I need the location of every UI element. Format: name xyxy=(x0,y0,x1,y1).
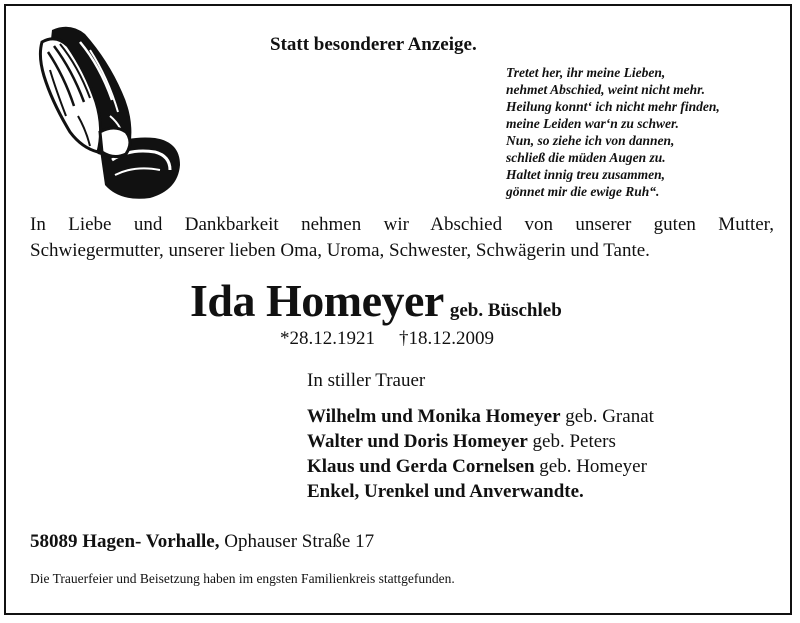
deceased-name: Ida Homeyer xyxy=(190,275,444,326)
intro-line: Schwiegermutter, unserer lieben Oma, Uroma, Schwester, Schwägerin und Tante. xyxy=(30,240,650,261)
poem-line: Haltet innig treu zusammen, xyxy=(506,167,666,182)
mourner-row xyxy=(307,404,654,429)
mourner-row xyxy=(307,429,654,454)
address xyxy=(30,531,374,553)
mourner-row xyxy=(307,454,654,479)
poem-line: Tretet her, ihr meine Lieben, xyxy=(506,65,666,80)
footer-note: Die Trauerfeier und Beisetzung haben im engsten Familienkreis stattgefunden. xyxy=(30,571,455,586)
poem xyxy=(506,64,720,200)
poem-line: nehmet Abschied, weint nicht mehr. xyxy=(506,82,706,97)
mourner-maiden-name: geb. Peters xyxy=(532,431,616,452)
address-city: 58089 Hagen- Vorhalle, xyxy=(30,531,220,552)
intro-text xyxy=(30,212,774,264)
death-date: †18.12.2009 xyxy=(399,328,494,349)
life-dates xyxy=(280,328,494,350)
mourner-names: Walter und Doris Homeyer xyxy=(307,431,528,452)
poem-line: Heilung konnt‘ ich nicht mehr finden, xyxy=(506,99,720,114)
mourning-label: In stiller Trauer xyxy=(307,370,426,391)
mourners-list xyxy=(307,404,654,504)
mourner-maiden-name: geb. Granat xyxy=(565,406,654,427)
address-street: Ophauser Straße 17 xyxy=(224,531,375,552)
poem-line: gönnet mir die ewige Ruh“. xyxy=(506,184,660,199)
praying-hands-icon xyxy=(30,20,185,205)
poem-line: Nun, so ziehe ich von dannen, xyxy=(506,133,675,148)
deceased-name-row xyxy=(190,274,562,327)
mourner-names: Enkel, Urenkel und Anverwandte. xyxy=(307,481,584,502)
poem-line: meine Leiden war‘n zu schwer. xyxy=(506,116,679,131)
mourner-names: Klaus und Gerda Cornelsen xyxy=(307,456,535,477)
intro-line: In Liebe und Dankbarkeit nehmen wir Abschied von unserer guten Mutter, xyxy=(30,214,774,235)
poem-line: schließ die müden Augen zu. xyxy=(506,150,666,165)
birth-date: *28.12.1921 xyxy=(280,328,375,349)
mourner-maiden-name: geb. Homeyer xyxy=(539,456,647,477)
notice-heading: Statt besonderer Anzeige. xyxy=(270,34,477,55)
mourner-row xyxy=(307,479,654,504)
mourner-names: Wilhelm und Monika Homeyer xyxy=(307,406,561,427)
deceased-birth-name: geb. Büschleb xyxy=(449,300,562,321)
